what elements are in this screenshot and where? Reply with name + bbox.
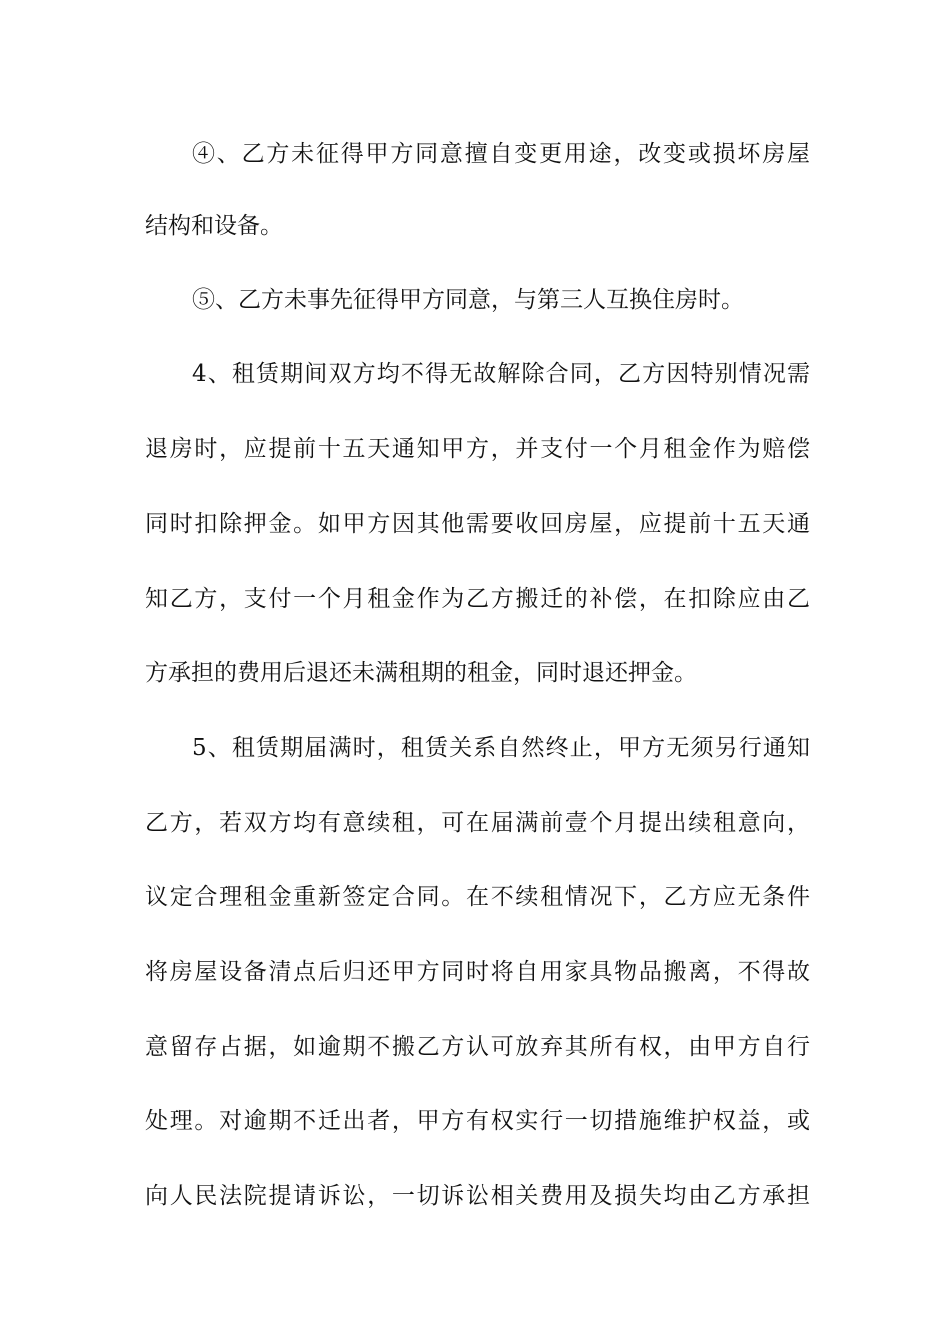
paragraph-line: 向人民法院提请诉讼，一切诉讼相关费用及损失均由乙方承担 (145, 1183, 810, 1209)
paragraph-line: 同时扣除押金。如甲方因其他需要收回房屋，应提前十五天通 (145, 511, 810, 537)
paragraph-line: 议定合理租金重新签定合同。在不续租情况下，乙方应无条件 (145, 884, 810, 910)
paragraph-line: ④、乙方未征得甲方同意擅自变更用途，改变或损坏房屋 (192, 141, 810, 167)
paragraph-line: 知乙方，支付一个月租金作为乙方搬迁的补偿，在扣除应由乙 (145, 586, 810, 612)
paragraph-line: 处理。对逾期不迁出者，甲方有权实行一切措施维护权益，或 (145, 1108, 810, 1134)
paragraph-line: 结构和设备。 (145, 213, 283, 239)
paragraph-line: 将房屋设备清点后归还甲方同时将自用家具物品搬离，不得故 (145, 959, 810, 985)
paragraph-line: 5、租赁期届满时，租赁关系自然终止，甲方无须另行通知 (192, 735, 810, 761)
paragraph-line: 乙方，若双方均有意续租，可在届满前壹个月提出续租意向， (145, 810, 810, 836)
paragraph-line: 方承担的费用后退还未满租期的租金，同时退还押金。 (145, 660, 697, 686)
paragraph-line: 退房时，应提前十五天通知甲方，并支付一个月租金作为赔偿 (145, 436, 810, 462)
paragraph-line: ⑤、乙方未事先征得甲方同意，与第三人互换住房时。 (192, 287, 744, 313)
paragraph-line: 4、租赁期间双方均不得无故解除合同，乙方因特别情况需 (192, 361, 810, 387)
paragraph-line: 意留存占据，如逾期不搬乙方认可放弃其所有权，由甲方自行 (145, 1034, 810, 1060)
